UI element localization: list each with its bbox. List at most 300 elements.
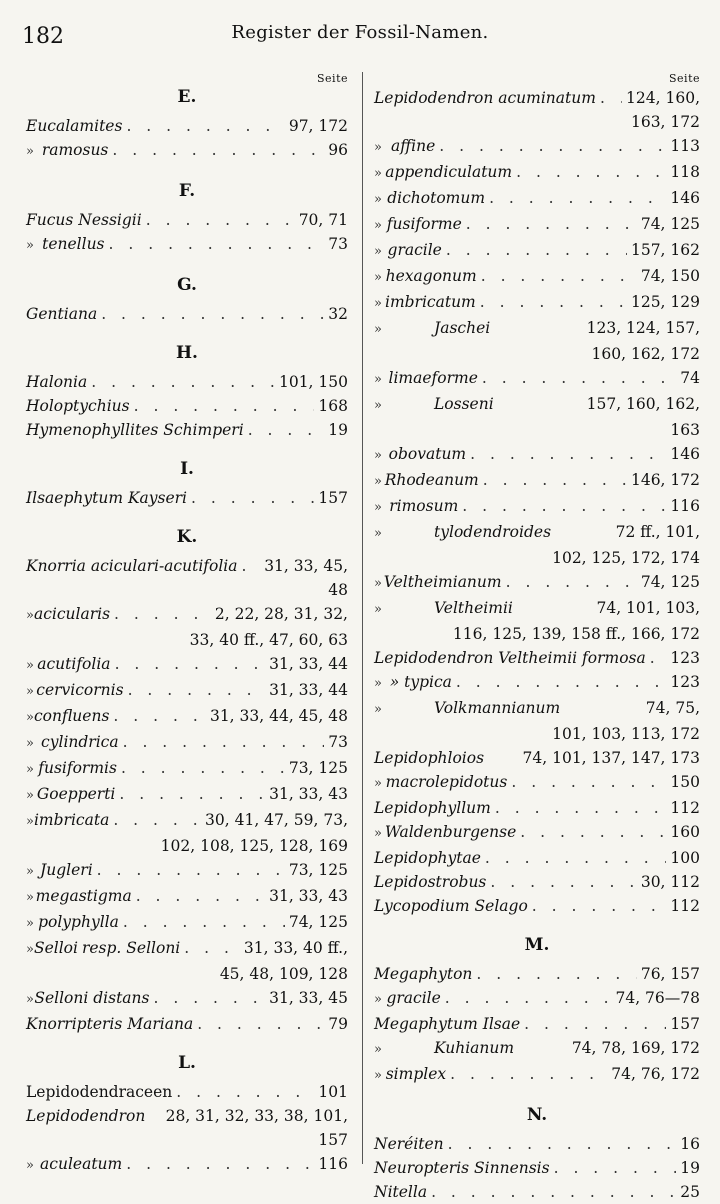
index-entry bbox=[374, 160, 700, 186]
entry-line bbox=[374, 770, 700, 796]
section-letter: I. bbox=[180, 459, 194, 479]
entry-line bbox=[374, 160, 700, 186]
page-refs: 74, 125 bbox=[288, 913, 348, 931]
dot-leader bbox=[600, 86, 622, 110]
page-refs: 157, 160, 162, bbox=[586, 395, 700, 413]
dot-leader bbox=[489, 186, 666, 210]
taxon-name: Selloni distans bbox=[34, 989, 150, 1007]
page-refs: 31, 33, 40 ff., bbox=[243, 939, 348, 957]
taxon-name: tenellus bbox=[42, 235, 105, 253]
page-refs: 123, 124, 157, bbox=[586, 319, 700, 337]
ditto-mark: » bbox=[26, 992, 34, 1007]
taxon-name: Nitella bbox=[374, 1183, 428, 1201]
ditto-mark: » bbox=[374, 448, 382, 463]
entry-line bbox=[374, 1012, 700, 1036]
dot-leader bbox=[126, 114, 284, 138]
taxon-name: Lepidodendraceen bbox=[26, 1083, 173, 1101]
index-entry bbox=[26, 486, 348, 510]
page-refs-continued: 163, 172 bbox=[630, 113, 700, 131]
index-entry bbox=[374, 494, 700, 520]
dot-leader bbox=[483, 468, 627, 492]
entry-line bbox=[26, 418, 348, 442]
page-refs: 19 bbox=[328, 421, 348, 439]
ditto-mark: » bbox=[374, 1068, 382, 1083]
taxon-name: confluens bbox=[33, 707, 110, 725]
index-entry bbox=[374, 846, 700, 870]
entry-line bbox=[26, 936, 348, 962]
dot-leader bbox=[114, 602, 211, 626]
dot-leader bbox=[248, 418, 325, 442]
index-entry bbox=[374, 894, 700, 918]
taxon-name: Fucus Nessigii bbox=[26, 211, 142, 229]
entry-line bbox=[374, 696, 700, 722]
index-entry bbox=[26, 858, 348, 884]
entry-line bbox=[26, 486, 348, 510]
column-divider bbox=[362, 72, 363, 1164]
entry-line bbox=[26, 602, 348, 628]
entry-line bbox=[374, 796, 700, 820]
index-entry bbox=[26, 138, 348, 164]
page-refs: 31, 33, 44 bbox=[269, 655, 348, 673]
page-refs: 125, 129 bbox=[630, 293, 700, 311]
dot-leader bbox=[490, 870, 636, 894]
entry-line bbox=[374, 670, 700, 696]
dot-leader bbox=[126, 1152, 314, 1176]
ditto-mark: » bbox=[26, 864, 34, 879]
entry-line bbox=[374, 520, 700, 546]
dot-leader bbox=[91, 370, 275, 394]
index-entry bbox=[374, 796, 700, 820]
ditto-mark: » bbox=[374, 1042, 382, 1057]
index-section bbox=[26, 86, 348, 164]
entry-line bbox=[26, 730, 348, 756]
entry-line bbox=[26, 884, 348, 910]
taxon-name: Lycopodium Selago bbox=[374, 897, 528, 915]
index-entry bbox=[26, 418, 348, 442]
page-refs: 73 bbox=[328, 733, 348, 751]
taxon-name: obovatum bbox=[388, 445, 467, 463]
entry-line bbox=[26, 986, 348, 1012]
page-refs: 31, 33, 43 bbox=[269, 785, 348, 803]
dot-leader bbox=[524, 1012, 666, 1036]
taxon-name: Goepperti bbox=[36, 785, 116, 803]
taxon-name: imbricata bbox=[33, 811, 110, 829]
taxon-name: Lepidophytae bbox=[374, 849, 481, 867]
ditto-mark: » bbox=[374, 244, 382, 259]
index-entry bbox=[374, 86, 700, 134]
dot-leader bbox=[480, 290, 627, 314]
entry-line bbox=[374, 746, 700, 770]
entry-line bbox=[374, 442, 700, 468]
ditto-mark: » bbox=[374, 992, 382, 1007]
taxon-name: megastigma bbox=[35, 887, 132, 905]
taxon-name: affine bbox=[390, 137, 436, 155]
index-entry bbox=[374, 212, 700, 238]
entry-line bbox=[374, 212, 700, 238]
dot-leader bbox=[431, 1180, 676, 1204]
entry-line bbox=[374, 646, 700, 670]
ditto-mark: » bbox=[374, 474, 382, 489]
page-refs: 146 bbox=[670, 445, 700, 463]
ditto-mark: » bbox=[374, 602, 382, 617]
taxon-name: rimosum bbox=[389, 497, 459, 515]
entry-line bbox=[374, 1180, 700, 1204]
taxon-name: Jugleri bbox=[40, 861, 93, 879]
entry-line bbox=[26, 678, 348, 704]
dot-leader bbox=[113, 704, 206, 728]
entry-line bbox=[26, 208, 348, 232]
ditto-mark: » bbox=[26, 144, 34, 159]
taxon-name: appendiculatum bbox=[385, 163, 513, 181]
page-refs: 74, 125 bbox=[640, 215, 700, 233]
entry-line bbox=[374, 1156, 700, 1180]
section-letter: N. bbox=[526, 1105, 548, 1125]
dot-leader bbox=[532, 894, 667, 918]
page-refs-continued: 163 bbox=[670, 421, 700, 439]
taxon-name: dichotomum bbox=[387, 189, 486, 207]
page-refs-continued: 48 bbox=[328, 581, 348, 599]
dot-leader bbox=[134, 394, 315, 418]
taxon-name: ramosus bbox=[41, 141, 109, 159]
ditto-mark: » bbox=[26, 608, 34, 623]
page-refs: 79 bbox=[328, 1015, 348, 1033]
dot-leader bbox=[136, 884, 265, 908]
page-refs: 73 bbox=[328, 235, 348, 253]
taxon-name: simplex bbox=[385, 1065, 447, 1083]
entry-line bbox=[26, 138, 348, 164]
taxon-name: Lepidodendron bbox=[26, 1107, 146, 1125]
index-entry bbox=[26, 1152, 348, 1178]
taxon-name: Veltheimianum bbox=[383, 573, 502, 591]
sections-left bbox=[26, 86, 348, 1178]
index-entry bbox=[374, 746, 700, 770]
dot-leader bbox=[146, 208, 295, 232]
ditto-mark: » bbox=[26, 710, 34, 725]
index-entry bbox=[374, 962, 700, 986]
section-letter: M. bbox=[524, 935, 550, 955]
index-section bbox=[374, 934, 700, 1088]
entry-line bbox=[26, 1152, 348, 1178]
index-entry bbox=[374, 1156, 700, 1180]
dot-leader bbox=[121, 756, 285, 780]
page-refs: 123 bbox=[670, 673, 700, 691]
section-letter: H. bbox=[176, 343, 198, 363]
taxon-name: Selloi bbox=[33, 939, 78, 957]
page-refs: 16 bbox=[680, 1135, 700, 1153]
taxon-name: acutifolia bbox=[37, 655, 111, 673]
entry-line bbox=[26, 1012, 348, 1036]
taxon-name: aculeatum bbox=[40, 1155, 123, 1173]
taxon-name: imbricatum bbox=[384, 293, 476, 311]
index-entry bbox=[374, 366, 700, 392]
ditto-mark: » bbox=[374, 826, 382, 841]
section-letter: E. bbox=[177, 87, 197, 107]
index-entry bbox=[374, 468, 700, 494]
dot-leader bbox=[115, 652, 266, 676]
page-refs: 74 bbox=[680, 369, 700, 387]
ditto-mark: » bbox=[26, 736, 34, 751]
taxon-name: acicularis bbox=[33, 605, 111, 623]
page-refs: 30, 112 bbox=[640, 873, 700, 891]
entry-line bbox=[374, 238, 700, 264]
taxon-name: Hymenophyllites Schimperi bbox=[26, 421, 244, 439]
taxon-name: Ilsaephytum Kayseri bbox=[26, 489, 188, 507]
taxon-name: Lepidophyllum bbox=[374, 799, 491, 817]
entry-line bbox=[374, 986, 700, 1012]
page-refs: 146, 172 bbox=[630, 471, 700, 489]
entry-line bbox=[26, 114, 348, 138]
ditto-mark: » bbox=[374, 296, 382, 311]
taxon-name: Gentiana bbox=[26, 305, 98, 323]
entry-line bbox=[374, 1062, 700, 1088]
entry-line bbox=[26, 302, 348, 326]
taxon-name: Losseni bbox=[434, 395, 494, 413]
dot-leader bbox=[481, 264, 637, 288]
page-refs: 112 bbox=[670, 897, 700, 915]
dot-leader bbox=[482, 366, 676, 390]
page-refs-continued: 45, 48, 109, 128 bbox=[219, 965, 348, 983]
index-entry bbox=[26, 730, 348, 756]
taxon-name: macrolepidotus bbox=[385, 773, 508, 791]
entry-line bbox=[374, 870, 700, 894]
taxon-name: Megaphyton bbox=[374, 965, 473, 983]
ditto-mark: » bbox=[26, 762, 34, 777]
page-refs: 157 bbox=[318, 489, 348, 507]
page-refs-continued: 102, 125, 172, 174 bbox=[552, 549, 700, 567]
index-entry bbox=[374, 1132, 700, 1156]
ditto-mark: » bbox=[26, 1158, 34, 1173]
entry-line bbox=[374, 316, 700, 342]
entry-line bbox=[374, 846, 700, 870]
index-entry bbox=[374, 1180, 700, 1204]
dot-leader bbox=[101, 302, 324, 326]
page-refs: 32 bbox=[328, 305, 348, 323]
entry-line bbox=[374, 570, 700, 596]
dot-leader bbox=[495, 796, 667, 820]
dot-leader bbox=[184, 936, 240, 960]
taxon-name: Lepidophloios bbox=[374, 749, 485, 767]
ditto-mark: » bbox=[374, 702, 382, 717]
dot-leader bbox=[112, 138, 324, 162]
page-refs: 30, 41, 47, 59, 73, bbox=[205, 811, 348, 829]
page-refs: 28, 31, 32, 33, 38, 101, bbox=[165, 1107, 348, 1125]
ditto-mark: » bbox=[374, 576, 382, 591]
entry-line bbox=[374, 894, 700, 918]
index-entry bbox=[374, 646, 700, 670]
ditto-mark: » bbox=[26, 916, 34, 931]
page-refs: 118 bbox=[670, 163, 700, 181]
taxon-name: Lepidodendron acuminatum bbox=[374, 89, 596, 107]
index-entry bbox=[374, 392, 700, 442]
page-refs: 70, 71 bbox=[298, 211, 348, 229]
entry-line bbox=[26, 232, 348, 258]
page-refs-continued: 101, 103, 113, 172 bbox=[552, 725, 700, 743]
dot-leader bbox=[176, 1080, 314, 1104]
ditto-mark: » bbox=[374, 192, 382, 207]
dot-leader bbox=[113, 808, 201, 832]
page-refs: 31, 33, 43 bbox=[269, 887, 348, 905]
dot-leader bbox=[650, 646, 667, 670]
taxon-name: Waldenburgense bbox=[384, 823, 517, 841]
page-refs: 101 bbox=[318, 1083, 348, 1101]
entry-line bbox=[26, 394, 348, 418]
taxon-name: polyphylla bbox=[38, 913, 119, 931]
index-entry bbox=[374, 442, 700, 468]
page-refs: 74, 101, 103, bbox=[596, 599, 700, 617]
entry-line bbox=[374, 494, 700, 520]
index-section bbox=[26, 526, 348, 1036]
dot-leader bbox=[516, 160, 666, 184]
taxon-name: fusiforme bbox=[386, 215, 462, 233]
index-entry bbox=[26, 1104, 348, 1152]
dot-leader bbox=[119, 782, 265, 806]
page-refs: 160 bbox=[670, 823, 700, 841]
ditto-mark: » bbox=[374, 398, 382, 413]
taxon-name: tylodendroides bbox=[434, 523, 552, 541]
dot-leader bbox=[462, 494, 666, 518]
entry-line bbox=[26, 1104, 348, 1128]
page-refs: 112 bbox=[670, 799, 700, 817]
ditto-mark: » bbox=[374, 500, 382, 515]
page-refs: 25 bbox=[680, 1183, 700, 1201]
index-entry bbox=[374, 290, 700, 316]
page-refs: 101, 150 bbox=[278, 373, 348, 391]
dot-leader bbox=[191, 486, 314, 510]
index-entry bbox=[26, 704, 348, 730]
taxon-name: Lepidostrobus bbox=[374, 873, 487, 891]
page-refs: 74, 101, 137, 147, 173 bbox=[522, 749, 700, 767]
taxon-name: Lepidodendron Veltheimii formosa bbox=[374, 649, 646, 667]
entry-line bbox=[26, 910, 348, 936]
ditto-mark: » bbox=[26, 658, 34, 673]
index-entry bbox=[26, 232, 348, 258]
ditto-mark: » bbox=[26, 238, 34, 253]
page-refs-continued: 102, 108, 125, 128, 169 bbox=[160, 837, 348, 855]
ditto-mark: » bbox=[26, 890, 34, 905]
dot-leader bbox=[466, 212, 637, 236]
ditto-mark: » bbox=[374, 166, 382, 181]
dot-leader bbox=[450, 1062, 607, 1086]
entry-line bbox=[374, 962, 700, 986]
page-refs: 157 bbox=[670, 1015, 700, 1033]
ditto-mark: » bbox=[26, 788, 34, 803]
page-refs: 74, 76, 172 bbox=[611, 1065, 700, 1083]
index-entry bbox=[374, 770, 700, 796]
entry-line bbox=[26, 554, 348, 578]
index-section bbox=[26, 274, 348, 326]
seite-label: Seite bbox=[669, 72, 700, 85]
ditto-mark: » bbox=[26, 684, 34, 699]
ditto-mark: » bbox=[374, 270, 382, 285]
page-refs: 74, 150 bbox=[640, 267, 700, 285]
page-refs: 19 bbox=[680, 1159, 700, 1177]
index-section bbox=[374, 1104, 700, 1204]
index-entry bbox=[374, 870, 700, 894]
taxon-name: Neréiten bbox=[374, 1135, 444, 1153]
section-letter: K. bbox=[176, 527, 198, 547]
index-entry bbox=[26, 370, 348, 394]
index-entry bbox=[26, 394, 348, 418]
page-refs: 74, 75, bbox=[645, 699, 700, 717]
ditto-mark: » bbox=[374, 322, 382, 337]
index-entry bbox=[374, 134, 700, 160]
index-entry bbox=[26, 302, 348, 326]
page-refs-continued: 33, 40 ff., 47, 60, 63 bbox=[189, 631, 348, 649]
entry-line bbox=[26, 704, 348, 730]
dot-leader bbox=[123, 910, 285, 934]
index-entry bbox=[374, 1062, 700, 1088]
dot-leader bbox=[520, 820, 666, 844]
index-entry bbox=[26, 782, 348, 808]
index-column-left bbox=[26, 72, 348, 1178]
page-number: 182 bbox=[22, 24, 64, 49]
entry-line bbox=[374, 392, 700, 418]
ditto-mark: » bbox=[374, 140, 382, 155]
index-entry bbox=[374, 820, 700, 846]
dot-leader bbox=[476, 962, 636, 986]
page-refs: 73, 125 bbox=[288, 861, 348, 879]
index-entry bbox=[26, 1012, 348, 1036]
taxon-qualifier: resp. Selloni bbox=[81, 939, 181, 957]
index-entry bbox=[26, 986, 348, 1012]
index-entry bbox=[374, 1012, 700, 1036]
entry-line bbox=[374, 86, 700, 110]
taxon-name: Knorripteris Mariana bbox=[26, 1015, 194, 1033]
taxon-name: Kuhianum bbox=[434, 1039, 515, 1057]
entry-line bbox=[374, 290, 700, 316]
taxon-name: cylindrica bbox=[41, 733, 119, 751]
page-refs: 74, 76—78 bbox=[615, 989, 700, 1007]
index-entry bbox=[374, 186, 700, 212]
index-entry bbox=[374, 986, 700, 1012]
taxon-name: gracile bbox=[387, 241, 442, 259]
index-entry bbox=[26, 554, 348, 602]
taxon-name: Volkmannianum bbox=[434, 699, 561, 717]
dot-leader bbox=[109, 232, 325, 256]
page-refs: 150 bbox=[670, 773, 700, 791]
entry-line bbox=[374, 264, 700, 290]
dot-leader bbox=[128, 678, 266, 702]
page-refs: 31, 33, 45 bbox=[269, 989, 348, 1007]
dot-leader bbox=[197, 1012, 324, 1036]
dot-leader bbox=[242, 554, 261, 578]
taxon-name: » typica bbox=[389, 673, 452, 691]
dot-leader bbox=[439, 134, 666, 158]
dot-leader bbox=[123, 730, 325, 754]
index-entry bbox=[374, 596, 700, 646]
dot-leader bbox=[485, 846, 667, 870]
page-refs: 146 bbox=[670, 189, 700, 207]
taxon-name: Megaphytum Ilsae bbox=[374, 1015, 521, 1033]
page-refs-continued: 116, 125, 139, 158 ff., 166, 172 bbox=[452, 625, 700, 643]
entry-line bbox=[374, 1036, 700, 1062]
index-entry bbox=[374, 670, 700, 696]
page-refs: 2, 22, 28, 31, 32, bbox=[214, 605, 348, 623]
index-section bbox=[26, 342, 348, 442]
dot-leader bbox=[445, 986, 612, 1010]
entry-line bbox=[374, 366, 700, 392]
running-title: Register der Fossil-Namen. bbox=[231, 22, 489, 43]
entry-line bbox=[26, 370, 348, 394]
index-entry bbox=[26, 114, 348, 138]
index-entry bbox=[374, 264, 700, 290]
page-refs-continued: 157 bbox=[318, 1131, 348, 1149]
page-refs: 168 bbox=[318, 397, 348, 415]
entry-line bbox=[26, 1080, 348, 1104]
page-refs: 97, 172 bbox=[288, 117, 348, 135]
ditto-mark: » bbox=[374, 776, 382, 791]
index-entry bbox=[374, 238, 700, 264]
